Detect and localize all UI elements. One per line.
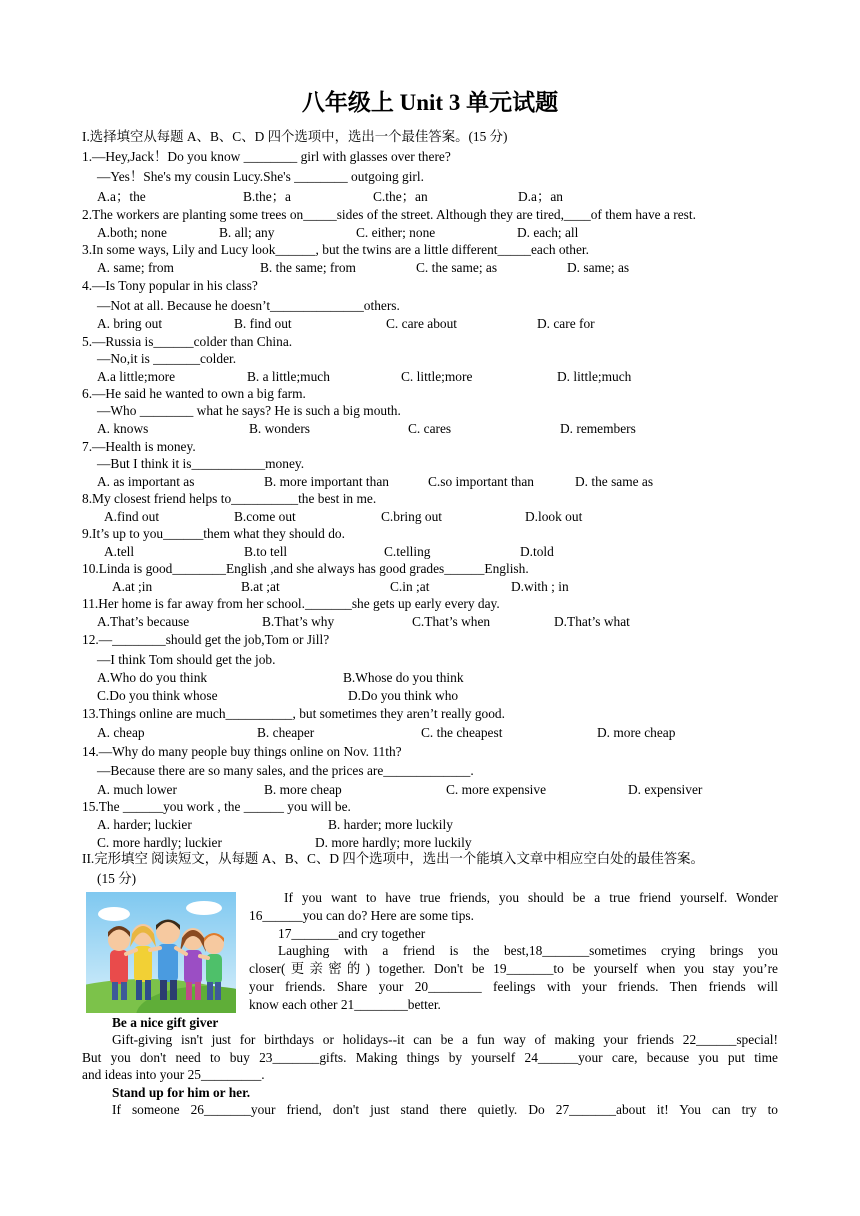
passage-line: your friends. Share your 20________ feelings with your friends. Then friends will — [249, 979, 778, 994]
question-10-option[interactable]: B.at ;at — [241, 579, 280, 594]
question-8-option[interactable]: A.find out — [104, 509, 160, 524]
question-9-option[interactable]: B.to tell — [244, 544, 288, 559]
question-10-option[interactable]: C.in ;at — [390, 579, 430, 594]
question-11-option[interactable]: C.That’s when — [412, 614, 491, 629]
question-6-option[interactable]: A. knows — [97, 421, 149, 436]
question-9-option[interactable]: C.telling — [384, 544, 431, 559]
question-11-line: 11.Her home is far away from her school._______she gets up early every day. — [82, 596, 500, 611]
section2-score: (15 分) — [97, 871, 137, 886]
question-12-option[interactable]: D.Do you think who — [348, 688, 459, 703]
question-10-line: 10.Linda is good________English ,and she always has good grades______English. — [82, 561, 529, 576]
question-13-line: 13.Things online are much__________, but sometimes they aren’t really good. — [82, 706, 505, 721]
question-12-option[interactable]: C.Do you think whose — [97, 688, 218, 703]
question-5-line: —No,it is _______colder. — [97, 351, 237, 366]
gift-line: Gift-giving isn't just for birthdays or holidays--it can be a fun way of making your friends 22______special! — [112, 1032, 778, 1047]
question-14-line: 14.—Why do many people buy things online on Nov. 11th? — [82, 744, 402, 759]
gift-line: But you don't need to buy 23_______gifts. Making things by yourself 24______your care, because you put time — [82, 1050, 778, 1065]
question-5-option[interactable]: B. a little;much — [247, 369, 330, 384]
question-3-option[interactable]: D. same; as — [567, 260, 630, 275]
passage-line: 17_______and cry together — [278, 926, 426, 941]
question-8-option[interactable]: C.bring out — [381, 509, 443, 524]
question-12-line: 12.—________should get the job,Tom or Jill? — [82, 632, 330, 647]
question-14-option[interactable]: D. expensiver — [628, 782, 703, 797]
friends-picture — [86, 892, 236, 1013]
question-15-option[interactable]: D. more hardly; more luckily — [315, 835, 472, 850]
question-11-option[interactable]: A.That’s because — [97, 614, 190, 629]
question-6-line: 6.—He said he wanted to own a big farm. — [82, 386, 306, 401]
question-8-option[interactable]: B.come out — [234, 509, 296, 524]
gift-heading: Be a nice gift giver — [112, 1015, 219, 1030]
question-2-option[interactable]: B. all; any — [219, 225, 275, 240]
passage-line: closer(更亲密的) together. Don't be 19_______to be yourself when you stay you’re — [249, 961, 778, 976]
question-4-option[interactable]: C. care about — [386, 316, 458, 331]
stand-line: If someone 26_______your friend, don't just stand there quietly. Do 27_______about it! You can try to — [112, 1102, 778, 1117]
question-15-line: 15.The ______you work , the ______ you will be. — [82, 799, 351, 814]
question-8-line: 8.My closest friend helps to__________the best in me. — [82, 491, 377, 506]
question-13-option[interactable]: C. the cheapest — [421, 725, 503, 740]
page-title: 八年级上 Unit 3 单元试题 — [301, 90, 559, 115]
question-4-option[interactable]: A. bring out — [97, 316, 163, 331]
question-10-option[interactable]: A.at ;in — [112, 579, 153, 594]
section2-heading: II.完形填空 阅读短文，从每题 A、B、C、D 四个选项中，选出一个能填入文章中相应空白处的最佳答案。 — [82, 851, 704, 866]
question-1-line: —Yes！She's my cousin Lucy.She's ________ outgoing girl. — [97, 169, 424, 184]
question-14-line: —Because there are so many sales, and the prices are_____________. — [97, 763, 474, 778]
question-3-option[interactable]: C. the same; as — [416, 260, 498, 275]
question-11-option[interactable]: D.That’s what — [554, 614, 630, 629]
passage-line: know each other 21________better. — [249, 997, 441, 1012]
question-6-option[interactable]: C. cares — [408, 421, 452, 436]
question-7-line: 7.—Health is money. — [82, 439, 196, 454]
question-9-line: 9.It’s up to you______them what they should do. — [82, 526, 345, 541]
question-14-option[interactable]: C. more expensive — [446, 782, 547, 797]
question-7-option[interactable]: B. more important than — [264, 474, 389, 489]
question-10-option[interactable]: D.with ; in — [511, 579, 569, 594]
question-2-option[interactable]: C. either; none — [356, 225, 436, 240]
question-2-line: 2.The workers are planting some trees on_____sides of the street. Although they are tired,____of them have a rest. — [82, 207, 696, 222]
passage-line: If you want to have true friends, you should be a true friend yourself. Wonder — [284, 890, 778, 905]
question-8-option[interactable]: D.look out — [525, 509, 583, 524]
question-4-line: 4.—Is Tony popular in his class? — [82, 278, 258, 293]
question-7-option[interactable]: C.so important than — [428, 474, 535, 489]
question-3-option[interactable]: A. same; from — [97, 260, 174, 275]
question-2-option[interactable]: D. each; all — [517, 225, 579, 240]
question-4-line: —Not at all. Because he doesn’t______________others. — [97, 298, 400, 313]
question-9-option[interactable]: D.told — [520, 544, 554, 559]
question-14-option[interactable]: B. more cheap — [264, 782, 342, 797]
stand-heading: Stand up for him or her. — [112, 1085, 251, 1100]
question-1-option[interactable]: A.a；the — [97, 189, 146, 204]
question-5-line: 5.—Russia is______colder than China. — [82, 334, 293, 349]
question-6-line: —Who ________ what he says? He is such a big mouth. — [97, 403, 401, 418]
question-6-option[interactable]: D. remembers — [560, 421, 636, 436]
question-12-option[interactable]: A.Who do you think — [97, 670, 208, 685]
question-7-option[interactable]: A. as important as — [97, 474, 195, 489]
question-4-option[interactable]: B. find out — [234, 316, 292, 331]
passage-line: 16______you can do? Here are some tips. — [249, 908, 474, 923]
question-13-option[interactable]: D. more cheap — [597, 725, 676, 740]
question-13-option[interactable]: B. cheaper — [257, 725, 315, 740]
question-14-option[interactable]: A. much lower — [97, 782, 177, 797]
question-9-option[interactable]: A.tell — [104, 544, 135, 559]
question-12-option[interactable]: B.Whose do you think — [343, 670, 464, 685]
question-4-option[interactable]: D. care for — [537, 316, 595, 331]
question-7-line: —But I think it is___________money. — [97, 456, 305, 471]
question-1-option[interactable]: D.a；an — [518, 189, 563, 204]
section1-heading: I.选择填空从每题 A、B、C、D 四个选项中，选出一个最佳答案。(15 分) — [82, 129, 508, 144]
question-5-option[interactable]: C. little;more — [401, 369, 473, 384]
question-15-option[interactable]: C. more hardly; luckier — [97, 835, 222, 850]
question-12-line: —I think Tom should get the job. — [97, 652, 276, 667]
question-1-option[interactable]: B.the；a — [243, 189, 291, 204]
question-15-option[interactable]: A. harder; luckier — [97, 817, 192, 832]
gift-line: and ideas into your 25_________. — [82, 1067, 265, 1082]
question-7-option[interactable]: D. the same as — [575, 474, 654, 489]
question-5-option[interactable]: A.a little;more — [97, 369, 176, 384]
question-6-option[interactable]: B. wonders — [249, 421, 310, 436]
question-3-line: 3.In some ways, Lily and Lucy look______, but the twins are a little different_____each other. — [82, 242, 589, 257]
question-2-option[interactable]: A.both; none — [97, 225, 167, 240]
question-5-option[interactable]: D. little;much — [557, 369, 632, 384]
question-15-option[interactable]: B. harder; more luckily — [328, 817, 453, 832]
question-1-option[interactable]: C.the；an — [373, 189, 428, 204]
question-11-option[interactable]: B.That’s why — [262, 614, 335, 629]
passage-line: Laughing with a friend is the best,18_______sometimes crying brings you — [278, 943, 778, 958]
question-3-option[interactable]: B. the same; from — [260, 260, 356, 275]
question-13-option[interactable]: A. cheap — [97, 725, 145, 740]
friends-illustration — [86, 892, 236, 1013]
question-1-line: 1.—Hey,Jack！Do you know ________ girl with glasses over there? — [82, 149, 451, 164]
